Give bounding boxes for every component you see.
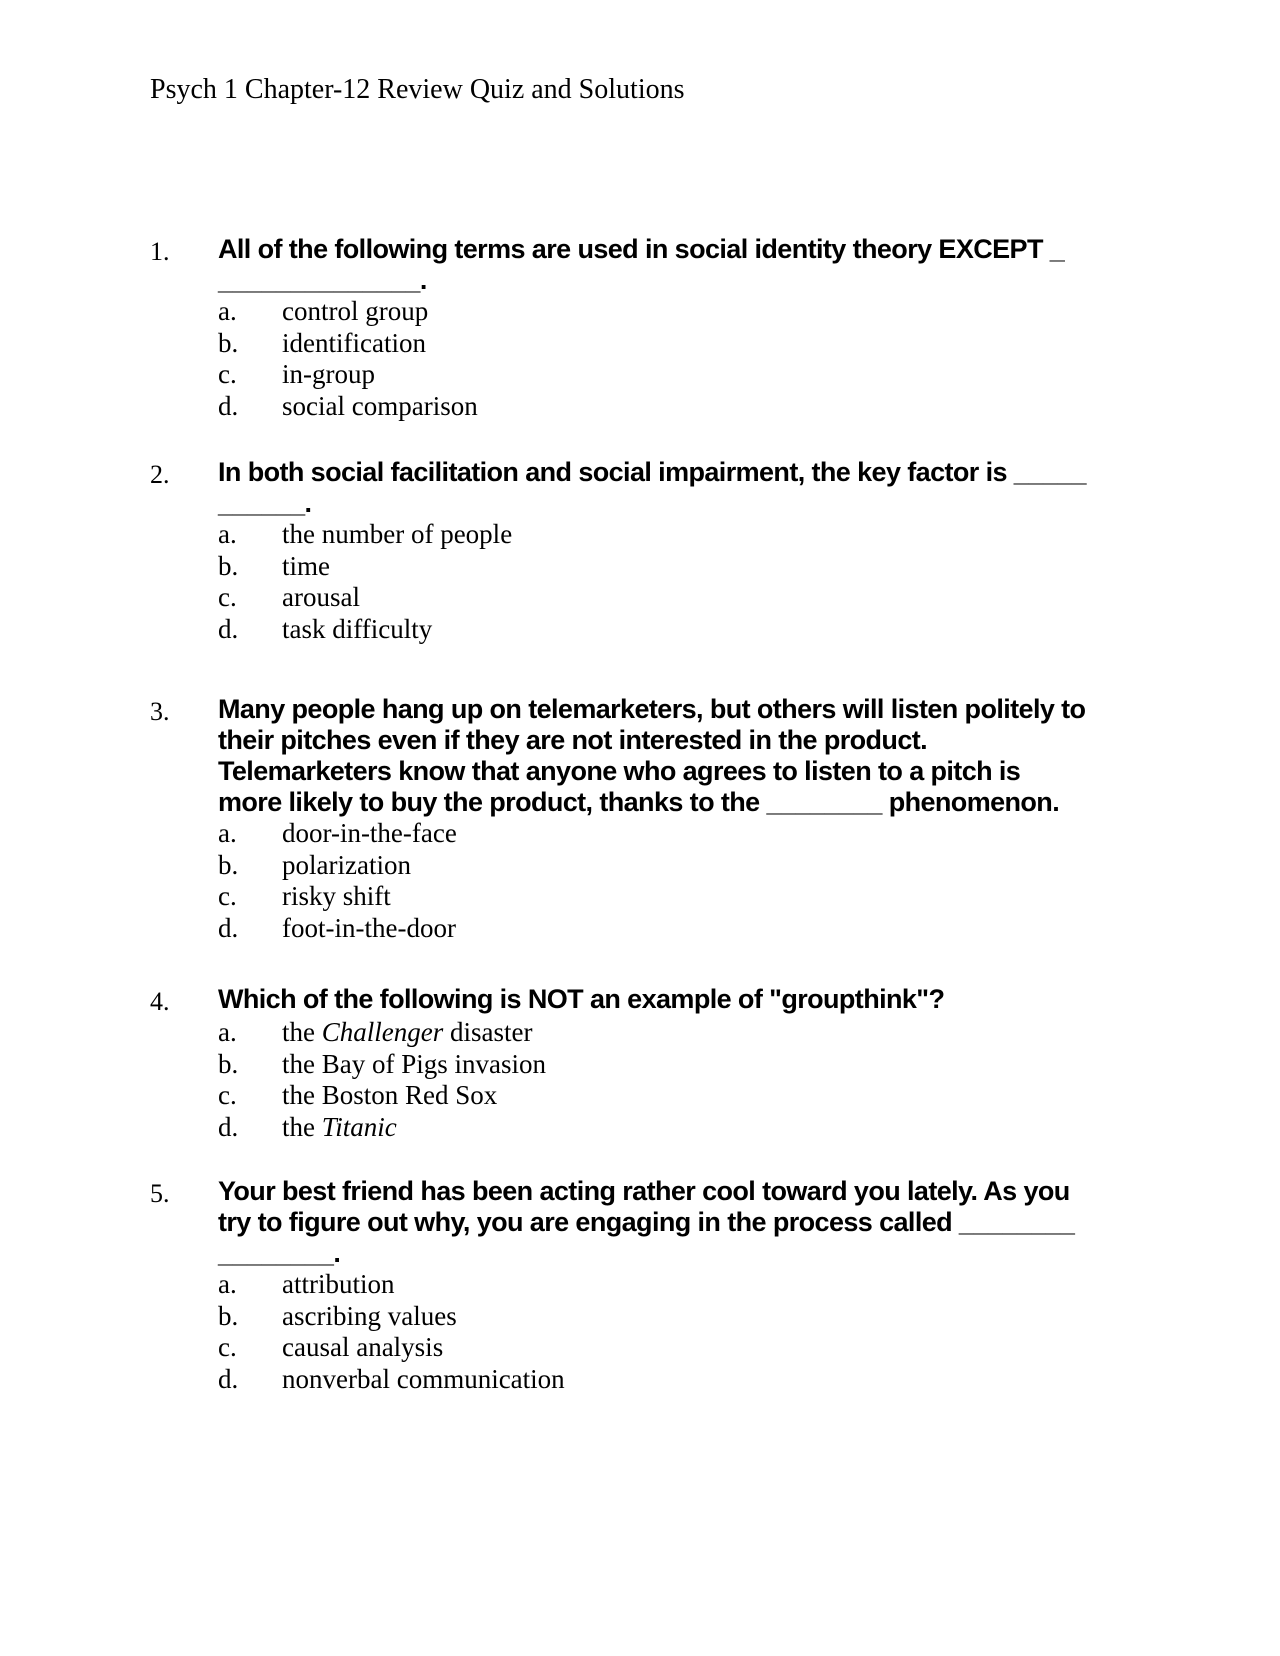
answer-options	[218, 1017, 1140, 1143]
question-2	[150, 457, 1140, 645]
question-1	[150, 234, 1140, 422]
answer-option-d: d. foot-in-the-door	[218, 912, 456, 943]
answer-option-c: c. arousal	[218, 582, 360, 612]
answer-option-c: c. risky shift	[218, 881, 391, 911]
answer-option-a: a. control group	[218, 296, 429, 326]
answer-options	[218, 519, 1140, 645]
answer-option-c: c. causal analysis	[218, 1332, 444, 1362]
question-text: Your best friend has been acting rather cool toward you lately. As you try to figure out why, you are engaging in the process called ________ ________.	[218, 1176, 1075, 1268]
question-text: Many people hang up on telemarketers, but others will listen politely to their pitches even if they are not interested in the product. Telemarketers know that anyone who agrees to listen to a pitch is more likely to buy the product, thanks to the ________ phenomenon.	[218, 694, 1086, 817]
question-number: 2.	[150, 460, 170, 489]
answer-option-d: d. task difficulty	[218, 613, 433, 644]
answer-option-b: b. ascribing values	[218, 1300, 457, 1331]
answer-option-d: d. nonverbal communication	[218, 1363, 565, 1394]
question-text: Which of the following is NOT an example of "groupthink"?	[218, 984, 945, 1014]
answer-option-b: b. the Bay of Pigs invasion	[218, 1048, 546, 1079]
answer-option-a: a. the number of people	[218, 519, 513, 549]
question-number: 5.	[150, 1179, 170, 1208]
answer-option-d: d. social comparison	[218, 390, 478, 421]
question-number: 3.	[150, 697, 170, 726]
question-4	[150, 984, 1140, 1143]
answer-options	[218, 1269, 1140, 1395]
answer-options	[218, 818, 1140, 944]
answer-option-c: c. in-group	[218, 359, 375, 389]
answer-option-a: a. attribution	[218, 1269, 395, 1299]
answer-option-a: a. the Challenger disaster	[218, 1017, 533, 1047]
page-title: Psych 1 Chapter-12 Review Quiz and Solutions	[150, 74, 685, 105]
question-number: 4.	[150, 987, 170, 1016]
question-text: All of the following terms are used in social identity theory EXCEPT _ ______________.	[218, 234, 1065, 295]
answer-option-a: a. door-in-the-face	[218, 818, 457, 848]
answer-option-b: b. time	[218, 550, 330, 581]
question-3	[150, 694, 1140, 944]
answer-option-c: c. the Boston Red Sox	[218, 1080, 498, 1110]
answer-option-b: b. polarization	[218, 849, 411, 880]
answer-option-d: d. the Titanic	[218, 1111, 397, 1142]
answer-option-b: b. identification	[218, 327, 426, 358]
answer-options	[218, 296, 1140, 422]
question-number: 1.	[150, 237, 170, 266]
question-text: In both social facilitation and social impairment, the key factor is _____ ______.	[218, 457, 1086, 518]
question-5	[150, 1176, 1140, 1395]
